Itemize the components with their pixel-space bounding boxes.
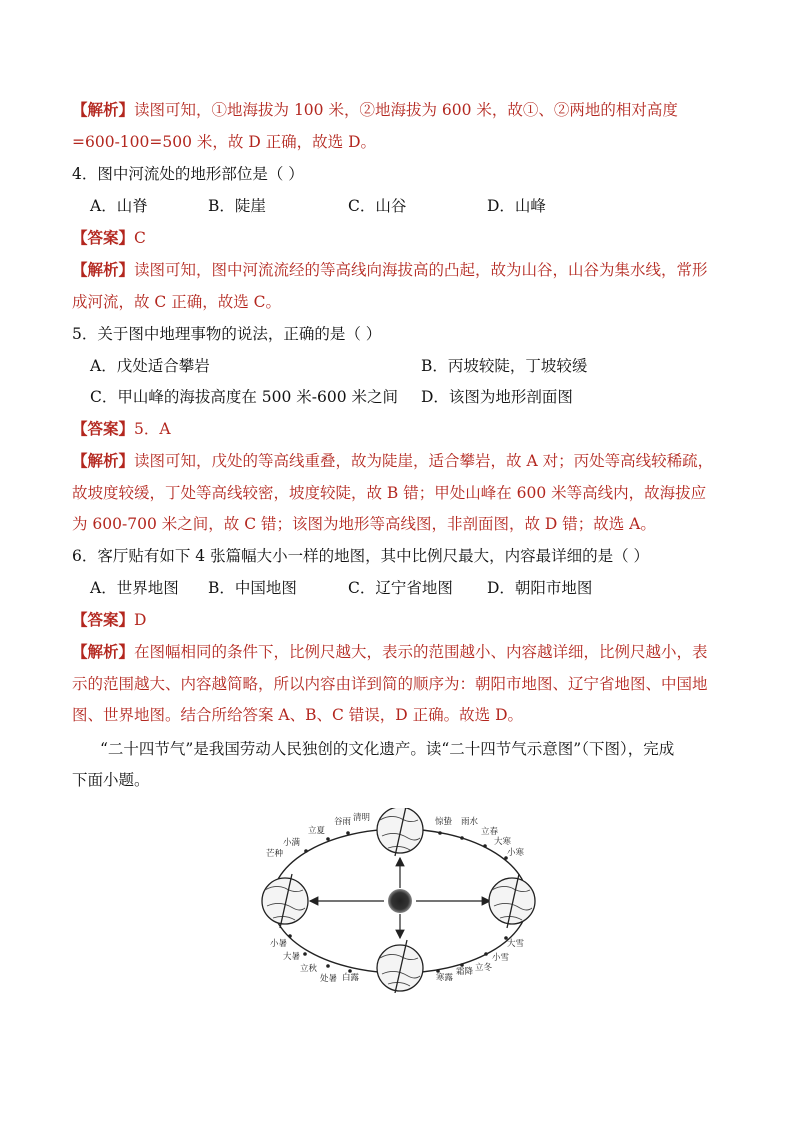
term-hanlu: 寒露 bbox=[436, 973, 454, 983]
term-qingming: 清明 bbox=[353, 813, 371, 823]
term-lichun: 立春 bbox=[481, 827, 499, 837]
answer-value: C bbox=[134, 229, 146, 247]
q4-stem: 4．图中河流处的地形部位是（ ） bbox=[72, 165, 304, 183]
term-lixia: 立夏 bbox=[308, 826, 326, 836]
term-xiaoxue: 小雪 bbox=[492, 953, 510, 963]
q6-stem: 6．客厅贴有如下 4 张篇幅大小一样的地图，其中比例尺最大，内容最详细的是（ ） bbox=[72, 547, 650, 565]
q4-option-b: B．陡崖 bbox=[208, 197, 266, 215]
analysis-tag: 【解析】 bbox=[72, 452, 135, 470]
q6-analysis bbox=[72, 641, 708, 663]
q6-option-c: C．辽宁省地图 bbox=[348, 579, 453, 597]
q4-analysis-line2: 成河流，故 C 正确，故选 C。 bbox=[72, 293, 282, 311]
q4-option-a: A．山脊 bbox=[90, 197, 148, 215]
answer-tag: 【答案】 bbox=[72, 229, 135, 247]
q5-option-c: C．甲山峰的海拔高度在 500 米-600 米之间 bbox=[90, 388, 399, 406]
analysis-text: 在图幅相同的条件下，比例尺越大，表示的范围越小、内容越详细，比例尺越小，表 bbox=[134, 643, 708, 661]
q3-analysis bbox=[72, 99, 678, 121]
term-dahan: 大寒 bbox=[494, 837, 512, 847]
answer-value: 5．A bbox=[134, 420, 171, 438]
term-mangzhong: 芒种 bbox=[266, 849, 284, 859]
q6-analysis-line3: 图、世界地图。结合所给答案 A、B、C 错误，D 正确。故选 D。 bbox=[72, 706, 524, 724]
q6-option-b: B．中国地图 bbox=[208, 579, 297, 597]
q5-answer bbox=[72, 418, 171, 440]
q4-analysis bbox=[72, 259, 708, 281]
earth-bottom bbox=[377, 940, 423, 993]
term-dashu: 大暑 bbox=[283, 952, 301, 962]
analysis-text: 读图可知，戊处的等高线重叠，故为陡崖，适合攀岩，故 A 对；丙处等高线较稀疏， bbox=[134, 452, 714, 470]
q5-option-b: B．丙坡较陡，丁坡较缓 bbox=[421, 357, 588, 375]
term-bailu: 白露 bbox=[342, 973, 360, 983]
q3-analysis-line2: =600-100=500 米，故 D 正确，故选 D。 bbox=[72, 133, 377, 151]
q6-analysis-line2: 示的范围越大、内容越简略，所以内容由详到简的顺序为：朝阳市地图、辽宁省地图、中国地 bbox=[72, 675, 708, 693]
q5-analysis-line2: 故坡度较缓，丁处等高线较密，坡度较陡，故 B 错；甲处山峰在 600 米等高线内，故海拔应 bbox=[72, 484, 707, 502]
sun bbox=[388, 889, 412, 913]
analysis-text: 读图可知，图中河流流经的等高线向海拔高的凸起，故为山谷，山谷为集水线，常形 bbox=[134, 261, 708, 279]
analysis-text: 读图可知，①地海拔为 100 米，②地海拔为 600 米，故①、②两地的相对高度 bbox=[134, 101, 678, 119]
term-yushui: 雨水 bbox=[461, 817, 479, 827]
term-jingzhe: 惊蛰 bbox=[435, 817, 453, 827]
term-liqiu: 立秋 bbox=[300, 964, 318, 974]
q6-option-a: A．世界地图 bbox=[90, 579, 179, 597]
q4-option-c: C．山谷 bbox=[348, 197, 407, 215]
term-shuangjiang: 霜降 bbox=[456, 967, 474, 977]
intro-line1: “二十四节气”是我国劳动人民独创的文化遗产。读“二十四节气示意图”（下图），完成 bbox=[100, 740, 675, 758]
analysis-tag: 【解析】 bbox=[72, 101, 135, 119]
q5-option-d: D．该图为地形剖面图 bbox=[421, 388, 573, 406]
q4-answer bbox=[72, 227, 146, 249]
earth-left bbox=[262, 874, 308, 928]
q5-analysis-line3: 为 600-700 米之间，故 C 错；该图为地形等高线图，非剖面图，故 D 错；故选 A。 bbox=[72, 515, 656, 533]
term-guyu: 谷雨 bbox=[334, 817, 352, 827]
answer-tag: 【答案】 bbox=[72, 420, 135, 438]
term-xiaoman: 小满 bbox=[283, 838, 301, 848]
analysis-tag: 【解析】 bbox=[72, 261, 135, 279]
analysis-tag: 【解析】 bbox=[72, 643, 135, 661]
q6-answer bbox=[72, 609, 146, 631]
answer-value: D bbox=[134, 611, 147, 629]
q4-option-d: D．山峰 bbox=[487, 197, 546, 215]
term-chushu: 处暑 bbox=[320, 974, 338, 984]
earth-right bbox=[489, 874, 535, 928]
q5-stem: 5．关于图中地理事物的说法，正确的是（ ） bbox=[72, 325, 382, 343]
q6-option-d: D．朝阳市地图 bbox=[487, 579, 593, 597]
q5-option-a: A．戊处适合攀岩 bbox=[90, 357, 210, 375]
earth-top bbox=[377, 808, 423, 856]
term-lidong: 立冬 bbox=[475, 963, 493, 973]
intro-line2: 下面小题。 bbox=[72, 771, 150, 789]
term-daxue: 大雪 bbox=[507, 939, 525, 949]
answer-tag: 【答案】 bbox=[72, 611, 135, 629]
term-xiaohan: 小寒 bbox=[507, 848, 525, 858]
solar-terms-diagram bbox=[250, 808, 550, 993]
q5-analysis bbox=[72, 450, 713, 472]
term-xiaoshu: 小暑 bbox=[270, 939, 288, 949]
